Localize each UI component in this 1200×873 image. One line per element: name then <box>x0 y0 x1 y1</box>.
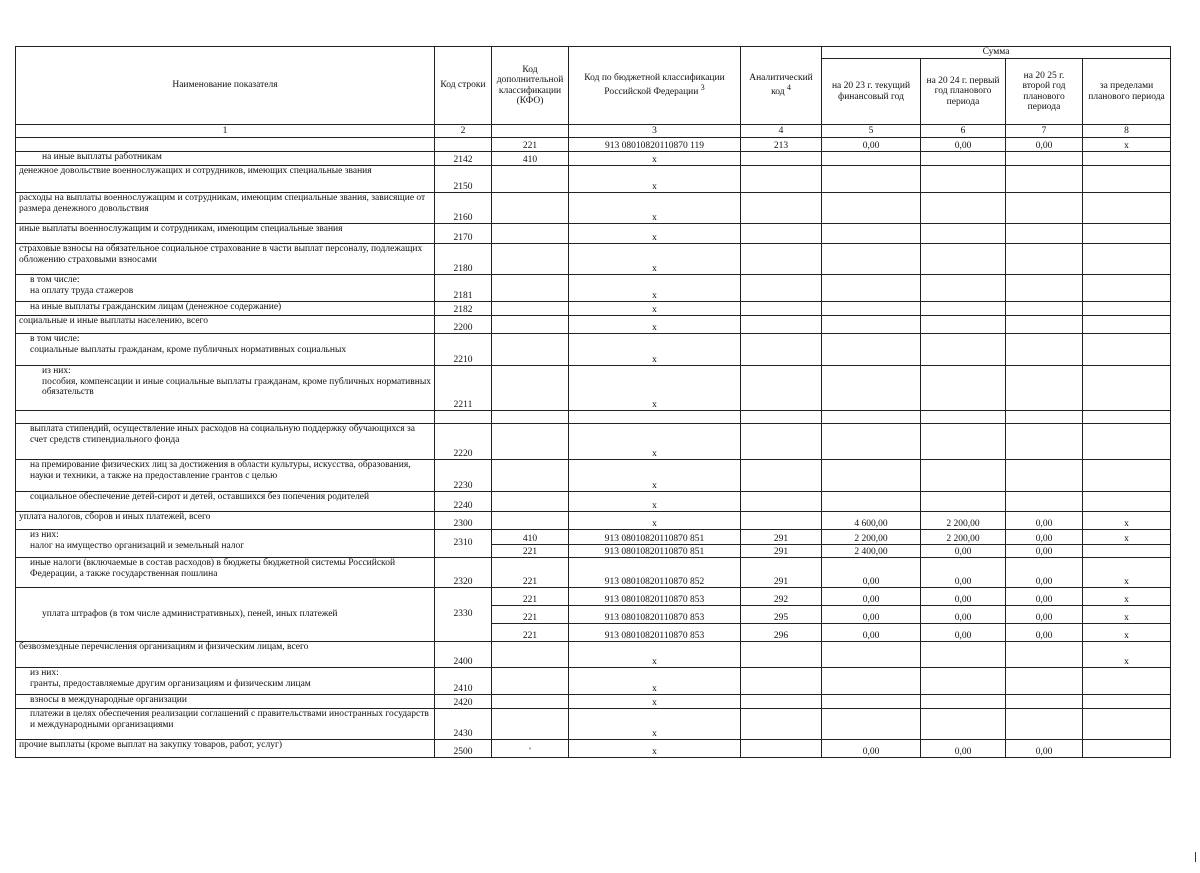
cell-analytic: 295 <box>741 606 822 624</box>
column-number-cell <box>492 125 569 138</box>
cell-v7 <box>1006 166 1083 193</box>
cell-line-code: 2240 <box>435 492 492 512</box>
cell-line-code: 2400 <box>435 642 492 668</box>
cell-line-code: 2170 <box>435 224 492 244</box>
cell-v7 <box>1006 193 1083 224</box>
cell-v6: 0,00 <box>921 740 1006 758</box>
cell-v8 <box>1083 695 1171 709</box>
cell-analytic <box>741 695 822 709</box>
cell-kfo: 221 <box>492 624 569 642</box>
cell-line-code: 2500 <box>435 740 492 758</box>
cell-v6: 0,00 <box>921 138 1006 152</box>
cell-budget-code: x <box>569 166 741 193</box>
cell-v5 <box>822 334 921 366</box>
column-number-cell: 3 <box>569 125 741 138</box>
row-name: платежи в целях обеспечения реализации соглашений с правительствами иностранных государств и международными организациями <box>16 709 435 740</box>
header-budget-code <box>569 47 741 125</box>
cell-line-code: 2200 <box>435 316 492 334</box>
cell-v7: 0,00 <box>1006 530 1083 545</box>
header-budget-code-text: Код по бюджетной классификации Российской Федерации <box>584 72 725 98</box>
cell-v8 <box>1083 224 1171 244</box>
cell-analytic <box>741 740 822 758</box>
cell-v6 <box>921 668 1006 695</box>
cell-kfo: 221 <box>492 138 569 152</box>
row-name: взносы в международные организации <box>16 695 435 709</box>
header-line-code: Код строки <box>435 47 492 125</box>
cell-v5 <box>822 709 921 740</box>
cell-v6: 0,00 <box>921 545 1006 558</box>
cell-kfo <box>492 193 569 224</box>
cell-budget-code: x <box>569 492 741 512</box>
header-analytic <box>741 47 822 125</box>
row-name: уплата налогов, сборов и иных платежей, всего <box>16 512 435 530</box>
cell-v5 <box>822 411 921 424</box>
row-name: безвозмездные перечисления организациям и физическим лицам, всего <box>16 642 435 668</box>
cell-v7 <box>1006 302 1083 316</box>
table-row <box>16 530 1171 545</box>
cell-v7 <box>1006 668 1083 695</box>
row-name: страховые взносы на обязательное социальное страхование в части выплат персоналу, подлежащих обложению страховыми взносами <box>16 244 435 275</box>
row-2310-name: из них: налог на имущество организаций и земельный налог <box>16 530 435 558</box>
cell-line-code: 2410 <box>435 668 492 695</box>
table-body-bottom <box>16 642 1171 758</box>
cell-budget-code: x <box>569 460 741 492</box>
table-row <box>16 244 1171 275</box>
cell-v7 <box>1006 411 1083 424</box>
budget-table <box>15 46 1171 758</box>
cell-v6 <box>921 424 1006 460</box>
column-number-cell: 5 <box>822 125 921 138</box>
cell-v5 <box>822 695 921 709</box>
cell-v7 <box>1006 152 1083 166</box>
cell-analytic: 213 <box>741 138 822 152</box>
cell-kfo <box>492 244 569 275</box>
cell-kfo: ' <box>492 740 569 758</box>
cell-line-code <box>435 138 492 152</box>
cell-budget-code: x <box>569 668 741 695</box>
cell-budget-code: x <box>569 695 741 709</box>
table-row <box>16 193 1171 224</box>
cell-v5 <box>822 460 921 492</box>
cell-v5: 0,00 <box>822 624 921 642</box>
cell-v6: 0,00 <box>921 558 1006 588</box>
row-name: социальные и иные выплаты населению, всего <box>16 316 435 334</box>
cell-v8 <box>1083 740 1171 758</box>
table-row <box>16 424 1171 460</box>
cell-analytic <box>741 152 822 166</box>
cell-v6: 2 200,00 <box>921 512 1006 530</box>
cell-kfo: 221 <box>492 558 569 588</box>
cell-kfo: 221 <box>492 606 569 624</box>
cell-v8: x <box>1083 138 1171 152</box>
table-row <box>16 411 1171 424</box>
table-row <box>16 366 1171 411</box>
cell-budget-code: x <box>569 224 741 244</box>
cell-budget-code: x <box>569 709 741 740</box>
cell-kfo <box>492 334 569 366</box>
cell-v5 <box>822 492 921 512</box>
row-name: в том числе: на оплату труда стажеров <box>16 275 435 302</box>
cell-budget-code: 913 08010820110870 853 <box>569 606 741 624</box>
cell-v6 <box>921 411 1006 424</box>
table-row <box>16 558 1171 588</box>
cell-analytic: 291 <box>741 530 822 545</box>
cell-line-code: 2230 <box>435 460 492 492</box>
column-number-cell: 2 <box>435 125 492 138</box>
column-number-cell: 7 <box>1006 125 1083 138</box>
cell-budget-code: 913 08010820110870 851 <box>569 530 741 545</box>
cell-analytic <box>741 668 822 695</box>
row-name: прочие выплаты (кроме выплат на закупку товаров, работ, услуг) <box>16 740 435 758</box>
header-name: Наименование показателя <box>16 47 435 125</box>
cell-budget-code: x <box>569 424 741 460</box>
cell-budget-code: x <box>569 334 741 366</box>
cell-line-code: 2220 <box>435 424 492 460</box>
cell-line-code: 2420 <box>435 695 492 709</box>
cell-v7: 0,00 <box>1006 138 1083 152</box>
cell-analytic: 291 <box>741 558 822 588</box>
table-row <box>16 316 1171 334</box>
table-body-taxes <box>16 530 1171 642</box>
cell-line-code: 2182 <box>435 302 492 316</box>
cell-budget-code: 913 08010820110870 851 <box>569 545 741 558</box>
cell-analytic: 291 <box>741 545 822 558</box>
cell-budget-code: x <box>569 275 741 302</box>
cell-line-code: 2430 <box>435 709 492 740</box>
cell-v5 <box>822 302 921 316</box>
cell-analytic <box>741 302 822 316</box>
cell-v8: x <box>1083 530 1171 545</box>
column-number-cell: 1 <box>16 125 435 138</box>
table-row <box>16 492 1171 512</box>
cell-kfo <box>492 642 569 668</box>
cell-budget-code: x <box>569 302 741 316</box>
cell-v7: 0,00 <box>1006 624 1083 642</box>
row-name: на иные выплаты гражданским лицам (денежное содержание) <box>16 302 435 316</box>
cell-v7 <box>1006 695 1083 709</box>
cell-v7: 0,00 <box>1006 606 1083 624</box>
cell-kfo <box>492 695 569 709</box>
header-col6: на 20 24 г. первый год планового периода <box>921 59 1006 125</box>
cell-v6 <box>921 460 1006 492</box>
cell-v8 <box>1083 275 1171 302</box>
cell-v8: x <box>1083 558 1171 588</box>
cell-analytic <box>741 411 822 424</box>
cell-analytic <box>741 334 822 366</box>
cell-v5 <box>822 224 921 244</box>
cell-v5: 4 600,00 <box>822 512 921 530</box>
cell-v5 <box>822 668 921 695</box>
header-analytic-sup: 4 <box>786 83 791 93</box>
cell-analytic <box>741 275 822 302</box>
cell-v7 <box>1006 334 1083 366</box>
cell-v7 <box>1006 244 1083 275</box>
cell-kfo <box>492 166 569 193</box>
row-2330-code: 2330 <box>435 588 492 642</box>
cell-analytic <box>741 642 822 668</box>
row-name: в том числе: социальные выплаты гражданам, кроме публичных нормативных социальных <box>16 334 435 366</box>
header-kfo: Код дополнительной классификации (КФО) <box>492 47 569 125</box>
cell-kfo <box>492 302 569 316</box>
cell-v5 <box>822 366 921 411</box>
cell-v5: 2 200,00 <box>822 530 921 545</box>
table-row <box>16 668 1171 695</box>
cell-budget-code: x <box>569 642 741 668</box>
cell-kfo <box>492 460 569 492</box>
cell-v6 <box>921 316 1006 334</box>
cell-v5 <box>822 152 921 166</box>
cell-v8: x <box>1083 512 1171 530</box>
cell-v8: x <box>1083 606 1171 624</box>
cell-v6 <box>921 166 1006 193</box>
cell-v6 <box>921 334 1006 366</box>
cell-v6: 0,00 <box>921 624 1006 642</box>
cell-analytic <box>741 709 822 740</box>
scan-edge-mark <box>1195 852 1196 862</box>
cell-v5: 0,00 <box>822 558 921 588</box>
cell-v7: 0,00 <box>1006 512 1083 530</box>
table-row <box>16 695 1171 709</box>
cell-v6 <box>921 492 1006 512</box>
cell-v8 <box>1083 668 1171 695</box>
cell-line-code <box>435 411 492 424</box>
cell-kfo: 410 <box>492 530 569 545</box>
cell-line-code: 2160 <box>435 193 492 224</box>
cell-v8 <box>1083 424 1171 460</box>
cell-analytic <box>741 166 822 193</box>
cell-v7: 0,00 <box>1006 558 1083 588</box>
row-name: расходы на выплаты военнослужащим и сотрудникам, имеющим специальные звания, зависящие от размера денежного довольствия <box>16 193 435 224</box>
row-name: денежное довольствие военнослужащих и сотрудников, имеющих специальные звания <box>16 166 435 193</box>
cell-line-code: 2181 <box>435 275 492 302</box>
cell-line-code: 2142 <box>435 152 492 166</box>
cell-v7 <box>1006 460 1083 492</box>
cell-budget-code: 913 08010820110870 853 <box>569 588 741 606</box>
cell-v8 <box>1083 709 1171 740</box>
cell-analytic <box>741 424 822 460</box>
header-budget-code-sup: 3 <box>700 83 705 93</box>
table-row <box>16 642 1171 668</box>
cell-v8 <box>1083 334 1171 366</box>
cell-v7 <box>1006 709 1083 740</box>
header-col8: за пределами планового периода <box>1083 59 1171 125</box>
row-name: социальное обеспечение детей-сирот и детей, оставшихся без попечения родителей <box>16 492 435 512</box>
cell-v5 <box>822 193 921 224</box>
cell-v7 <box>1006 275 1083 302</box>
cell-v6 <box>921 695 1006 709</box>
cell-v6 <box>921 709 1006 740</box>
cell-v5: 0,00 <box>822 606 921 624</box>
cell-v7 <box>1006 642 1083 668</box>
cell-v6 <box>921 193 1006 224</box>
cell-v7: 0,00 <box>1006 588 1083 606</box>
cell-v5 <box>822 244 921 275</box>
table-row <box>16 152 1171 166</box>
cell-v6: 2 200,00 <box>921 530 1006 545</box>
cell-v7 <box>1006 424 1083 460</box>
cell-v5: 2 400,00 <box>822 545 921 558</box>
cell-v8 <box>1083 302 1171 316</box>
cell-kfo: 221 <box>492 588 569 606</box>
cell-v7 <box>1006 492 1083 512</box>
cell-v8: x <box>1083 624 1171 642</box>
cell-budget-code: x <box>569 366 741 411</box>
row-name: из них: пособия, компенсации и иные социальные выплаты гражданам, кроме публичных нормативных обязательств <box>16 366 435 411</box>
row-name <box>16 411 435 424</box>
cell-kfo <box>492 709 569 740</box>
table-row <box>16 588 1171 606</box>
row-name: на иные выплаты работникам <box>16 152 435 166</box>
table-row <box>16 334 1171 366</box>
cell-budget-code: 913 08010820110870 852 <box>569 558 741 588</box>
cell-v8 <box>1083 244 1171 275</box>
cell-kfo <box>492 224 569 244</box>
cell-v8 <box>1083 316 1171 334</box>
cell-v7: 0,00 <box>1006 740 1083 758</box>
cell-v8 <box>1083 193 1171 224</box>
cell-kfo <box>492 275 569 302</box>
row-name <box>16 138 435 152</box>
column-number-cell: 6 <box>921 125 1006 138</box>
row-2320-code: 2320 <box>435 558 492 588</box>
cell-analytic <box>741 492 822 512</box>
cell-budget-code: x <box>569 512 741 530</box>
cell-budget-code: x <box>569 244 741 275</box>
cell-v5 <box>822 275 921 302</box>
cell-v7 <box>1006 224 1083 244</box>
cell-v5: 0,00 <box>822 740 921 758</box>
table-row <box>16 709 1171 740</box>
cell-budget-code: x <box>569 740 741 758</box>
cell-v5: 0,00 <box>822 588 921 606</box>
row-name: иные выплаты военнослужащим и сотрудникам, имеющим специальные звания <box>16 224 435 244</box>
header-col7: на 20 25 г. второй год планового периода <box>1006 59 1083 125</box>
cell-kfo: 410 <box>492 152 569 166</box>
header-analytic-text: Аналитический код <box>749 72 813 98</box>
cell-v6 <box>921 302 1006 316</box>
cell-v5 <box>822 424 921 460</box>
cell-analytic <box>741 460 822 492</box>
header-sum: Сумма <box>822 47 1171 59</box>
cell-v8 <box>1083 460 1171 492</box>
cell-kfo: 221 <box>492 545 569 558</box>
cell-line-code: 2180 <box>435 244 492 275</box>
cell-v5 <box>822 642 921 668</box>
cell-v6 <box>921 224 1006 244</box>
cell-v5: 0,00 <box>822 138 921 152</box>
cell-v7 <box>1006 366 1083 411</box>
cell-v8: x <box>1083 642 1171 668</box>
table-row <box>16 224 1171 244</box>
cell-budget-code <box>569 411 741 424</box>
row-name: выплата стипендий, осуществление иных расходов на социальную поддержку обучающихся за счет средств стипендиального фонда <box>16 424 435 460</box>
cell-kfo <box>492 512 569 530</box>
cell-analytic <box>741 366 822 411</box>
cell-analytic <box>741 244 822 275</box>
cell-v6 <box>921 366 1006 411</box>
cell-kfo <box>492 411 569 424</box>
table-row <box>16 166 1171 193</box>
cell-kfo <box>492 492 569 512</box>
cell-v8 <box>1083 545 1171 558</box>
cell-v6 <box>921 244 1006 275</box>
row-2320-name: иные налоги (включаемые в состав расходов) в бюджеты бюджетной системы Российской Федерации, а также государственная пошлина <box>16 558 435 588</box>
cell-v8 <box>1083 366 1171 411</box>
cell-v8 <box>1083 411 1171 424</box>
table-row <box>16 512 1171 530</box>
cell-budget-code: 913 08010820110870 119 <box>569 138 741 152</box>
table-row <box>16 275 1171 302</box>
cell-analytic <box>741 316 822 334</box>
cell-line-code: 2211 <box>435 366 492 411</box>
cell-v6 <box>921 275 1006 302</box>
cell-analytic: 296 <box>741 624 822 642</box>
cell-v8 <box>1083 492 1171 512</box>
cell-kfo <box>492 424 569 460</box>
cell-analytic <box>741 224 822 244</box>
column-number-cell: 8 <box>1083 125 1171 138</box>
cell-v6: 0,00 <box>921 588 1006 606</box>
cell-budget-code: x <box>569 316 741 334</box>
cell-v8 <box>1083 152 1171 166</box>
cell-v6 <box>921 642 1006 668</box>
cell-v6 <box>921 152 1006 166</box>
row-name: из них: гранты, предоставляемые другим организациям и физическим лицам <box>16 668 435 695</box>
cell-budget-code: x <box>569 193 741 224</box>
row-2330-name: уплата штрафов (в том числе административных), пеней, иных платежей <box>16 588 435 642</box>
cell-v5 <box>822 166 921 193</box>
cell-v7 <box>1006 316 1083 334</box>
cell-kfo <box>492 316 569 334</box>
row-2310-code: 2310 <box>435 530 492 558</box>
cell-kfo <box>492 668 569 695</box>
table-row <box>16 302 1171 316</box>
cell-line-code: 2150 <box>435 166 492 193</box>
cell-line-code: 2210 <box>435 334 492 366</box>
cell-v6: 0,00 <box>921 606 1006 624</box>
cell-budget-code: x <box>569 152 741 166</box>
header-col5: на 20 23 г. текущий финансовый год <box>822 59 921 125</box>
cell-v7: 0,00 <box>1006 545 1083 558</box>
table-body-top <box>16 138 1171 530</box>
cell-line-code: 2300 <box>435 512 492 530</box>
cell-kfo <box>492 366 569 411</box>
column-numbers-row <box>16 125 1171 138</box>
cell-v8 <box>1083 166 1171 193</box>
table-row <box>16 460 1171 492</box>
row-name: на премирование физических лиц за достижения в области культуры, искусства, образования, науки и техники, а также на предоставление грантов с целью <box>16 460 435 492</box>
cell-budget-code: 913 08010820110870 853 <box>569 624 741 642</box>
column-number-cell: 4 <box>741 125 822 138</box>
table-row <box>16 740 1171 758</box>
cell-analytic: 292 <box>741 588 822 606</box>
cell-v5 <box>822 316 921 334</box>
cell-analytic <box>741 193 822 224</box>
cell-analytic <box>741 512 822 530</box>
cell-v8: x <box>1083 588 1171 606</box>
table-row <box>16 138 1171 152</box>
